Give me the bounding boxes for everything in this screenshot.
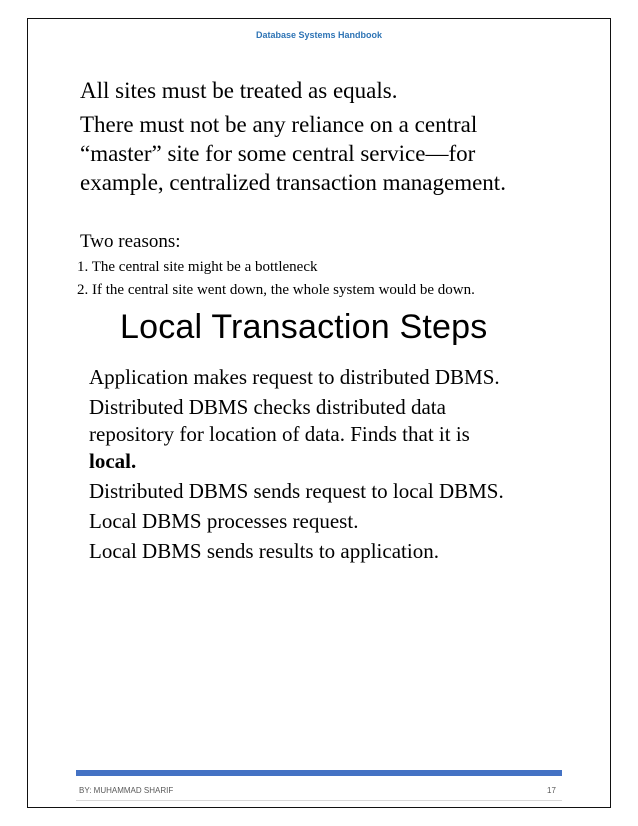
steps-block (89, 364, 579, 568)
list-item: 1. The central site might be a bottleneck (77, 259, 318, 275)
reasons-block (77, 230, 600, 302)
footer-bar (76, 770, 562, 776)
step-4: Local DBMS processes request. (89, 509, 359, 533)
step-2 (89, 394, 579, 475)
intro-line-2c: example, centralized transaction management. (80, 170, 506, 195)
step-2-line-c: local. (89, 449, 137, 473)
step-2-line-a: Distributed DBMS checks distributed data (89, 395, 446, 419)
intro-text-block (80, 76, 600, 197)
list-item: 2. If the central site went down, the whole system would be down. (77, 282, 475, 298)
running-header: Database Systems Handbook (255, 30, 383, 40)
section-heading: Local Transaction Steps (120, 308, 488, 346)
intro-line-1: All sites must be treated as equals. (80, 78, 398, 103)
step-1: Application makes request to distributed DBMS. (89, 365, 500, 389)
step-5: Local DBMS sends results to application. (89, 539, 439, 563)
reasons-list (77, 256, 600, 302)
footer-author: BY: MUHAMMAD SHARIF (79, 786, 174, 795)
step-2-line-b: repository for location of data. Finds that it is (89, 422, 470, 446)
page-number: 17 (547, 786, 556, 795)
intro-line-2a: There must not be any reliance on a central (80, 112, 478, 137)
intro-line-2b: “master” site for some central service—for (80, 141, 476, 166)
reasons-title: Two reasons: (80, 231, 181, 252)
step-3: Distributed DBMS sends request to local DBMS. (89, 479, 504, 503)
footer-divider (76, 800, 562, 801)
